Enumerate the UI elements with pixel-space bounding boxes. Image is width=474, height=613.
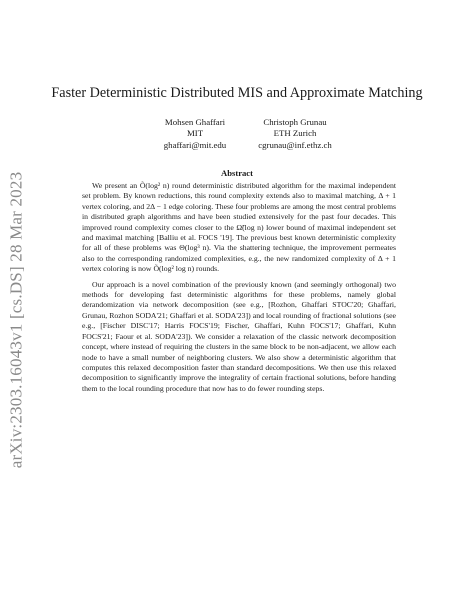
abstract-paragraph: We present an Õ(log² n) round deterministic distributed algorithm for the maximal independent set problem. By known reductions, this round complexity extends also to maximal matching, Δ + 1 vertex coloring, and 2Δ − 1 edge coloring. These four problems are among the most central problems in distributed graph algorithms and have been studied extensively for the past four decades. This improved round complexity comes closer to the Ω̃(log n) lower bound of maximal independent set and maximal matching [Balliu et al. FOCS '19]. The previous best known deterministic complexity for all of these problems was Θ(log³ n). Via the shattering technique, the improvement permeates also to the corresponding randomized complexities, e.g., the new randomized complexity of Δ + 1 vertex coloring is now Õ(log² log n) rounds. (82, 181, 396, 274)
abstract-body (82, 181, 396, 394)
author-block (235, 117, 355, 151)
author-block (140, 117, 250, 151)
author-affiliation: MIT (186, 128, 204, 139)
author-name: Mohsen Ghaffari (164, 117, 226, 127)
arxiv-identifier-stamp (6, 140, 26, 500)
author-affiliation: ETH Zurich (273, 128, 317, 139)
author-name: Christoph Grunau (263, 117, 327, 127)
paper-title: Faster Deterministic Distributed MIS and Approximate Matching (51, 85, 423, 101)
abstract-heading: Abstract (221, 168, 253, 178)
arxiv-identifier-text: arXiv:2303.16043v1 [cs.DS] 28 Mar 2023 (6, 171, 26, 469)
author-email: ghaffari@mit.edu (163, 139, 227, 150)
abstract-paragraph: Our approach is a novel combination of the previously known (and seemingly orthogonal) two methods for developing fast deterministic algorithms for these problems, namely global derandomization via network decomposition (see e.g., [Rozhon, Ghaffari STOC'20; Ghaffari, Grunau, Rozhon SODA'21; Ghaffari et al. SODA'23]) and local rounding of fractional solutions (see e.g., [Fischer DISC'17; Harris FOCS'19; Fischer, Ghaffari, Kuhn FOCS'17; Ghaffari, Kuhn FOCS'21; Faour et al. SODA'23]). We consider a relaxation of the classic network decomposition concept, where instead of requiring the clusters in the same block to be non-adjacent, we allow each node to have a small number of neighboring clusters. We also show a deterministic algorithm that computes this relaxed decomposition faster than standard decompositions. We then use this relaxed decomposition to significantly improve the integrality of certain fractional solutions, before handing them to the local rounding procedure that now has to do fewer rounding steps. (82, 279, 396, 393)
author-email: cgrunau@inf.ethz.ch (258, 139, 332, 150)
